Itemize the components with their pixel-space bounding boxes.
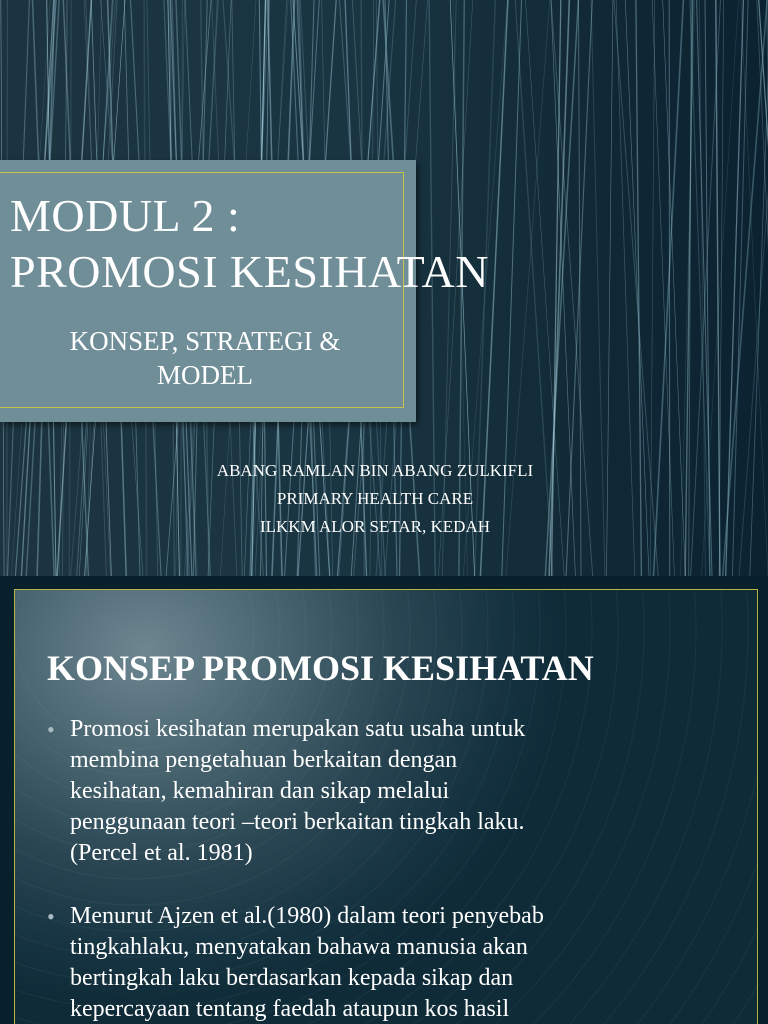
bullet-dot-icon: • [47, 904, 55, 929]
decorative-line [636, 0, 642, 576]
decorative-line [650, 0, 654, 576]
bullet-text-line: membina pengetahuan berkaitan dengan [70, 747, 458, 773]
title-line-2: PROMOSI KESIHATAN [10, 246, 489, 297]
bullet-text-line: penggunaan teori –teori berkaitan tingkah laku. [70, 809, 525, 835]
decorative-line [669, 0, 670, 576]
author-institution: ILKKM ALOR SETAR, KEDAH [259, 517, 491, 536]
bullet-item [47, 901, 747, 1024]
title-box [0, 160, 489, 422]
bullet-text-line: kepercayaan tentang faedah ataupun kos hasil [70, 996, 510, 1022]
subtitle-line-2: MODEL [157, 360, 253, 390]
bullet-item [47, 714, 747, 869]
slide-subtitle [0, 324, 410, 392]
bullet-text-line: kesihatan, kemahiran dan sikap melalui [70, 778, 450, 804]
decorative-line [757, 0, 768, 576]
title-line-1: MODUL 2 : [10, 190, 241, 241]
author-department: PRIMARY HEALTH CARE [276, 489, 474, 508]
slide-title [10, 188, 630, 300]
bullet-text-line: Promosi kesihatan merupakan satu usaha untuk [70, 716, 526, 742]
bullet-text-line: Menurut Ajzen et al.(1980) dalam teori penyebab [70, 903, 544, 929]
subtitle-line-1: KONSEP, STRATEGI & [69, 326, 341, 356]
bullet-text-line: bertingkah laku berdasarkan kepada sikap dan [70, 965, 514, 991]
bullet-text-line: tingkahlaku, menyatakan bahawa manusia akan [70, 934, 528, 960]
bullet-text-line: (Percel et al. 1981) [70, 840, 253, 866]
bullet-list [47, 714, 747, 1024]
decorative-line [681, 0, 695, 576]
author-name: ABANG RAMLAN BIN ABANG ZULKIFLI [216, 461, 534, 480]
content-slide [0, 576, 768, 1024]
author-block [120, 457, 630, 541]
section-title: KONSEP PROMOSI KESIHATAN [47, 648, 594, 688]
decorative-line [663, 0, 686, 576]
decorative-line [750, 0, 768, 576]
decorative-line [652, 0, 674, 576]
bullet-dot-icon: • [47, 717, 55, 742]
decorative-line [654, 0, 684, 576]
